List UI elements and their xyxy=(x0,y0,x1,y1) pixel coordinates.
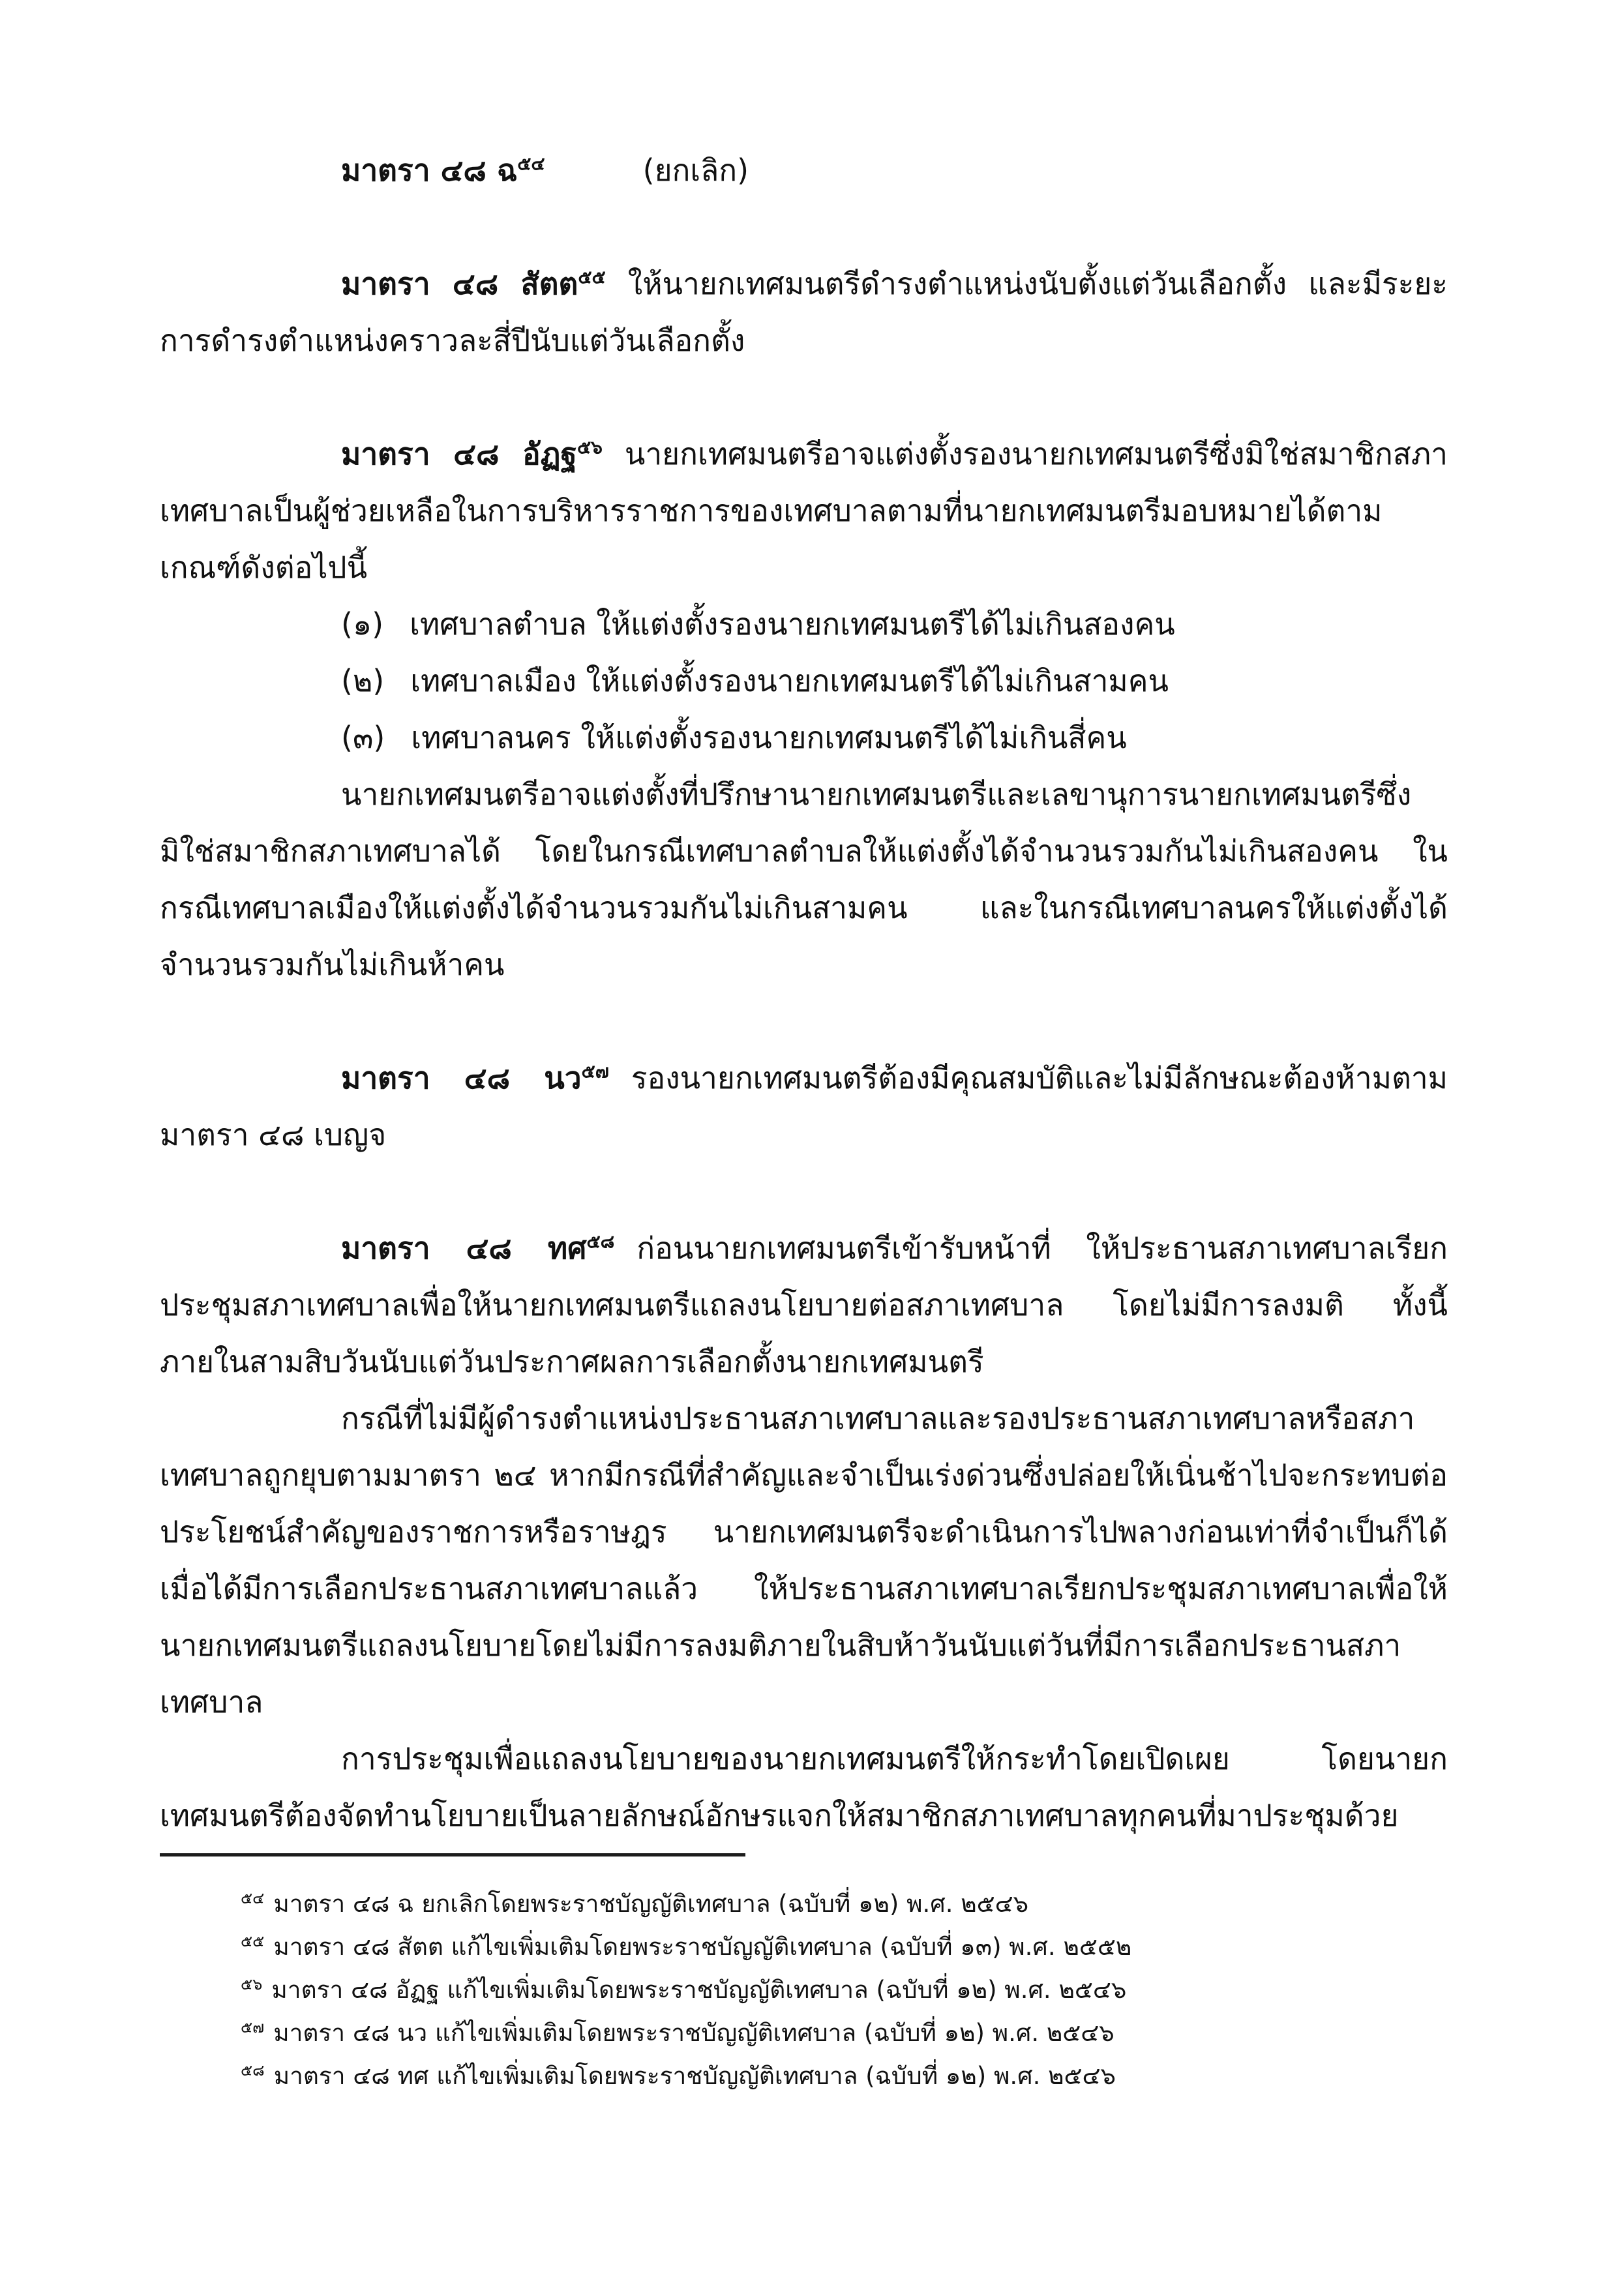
footnote-55 xyxy=(160,1926,1448,1969)
footnote-ref-58: ๕๘ xyxy=(586,1230,615,1253)
attha-item-1-text: เทศบาลตำบล ให้แต่งตั้งรองนายกเทศมนตรีได้ไม่เกินสองคน xyxy=(410,606,1175,642)
attha-item-2 xyxy=(160,653,1448,709)
footnote-58-text: มาตรา ๔๘ ทศ แก้ไขเพิ่มเติมโดยพระราชบัญญัติเทศบาล (ฉบับที่ ๑๒) พ.ศ. ๒๕๔๖ xyxy=(273,2062,1116,2090)
section-48-satta-body: ให้นายกเทศมนตรีดำรงตำแหน่งนับตั้งแต่วันเลือกตั้ง และมีระยะการดำรงตำแหน่งคราวละสี่ปีนับแต่วันเลือกตั้ง xyxy=(160,266,1448,358)
footnote-54-text: มาตรา ๔๘ ฉ ยกเลิกโดยพระราชบัญญัติเทศบาล (ฉบับที่ ๑๒) พ.ศ. ๒๕๔๖ xyxy=(273,1890,1029,1918)
footnote-55-text: มาตรา ๔๘ สัตต แก้ไขเพิ่มเติมโดยพระราชบัญญัติเทศบาล (ฉบับที่ ๑๓) พ.ศ. ๒๕๕๒ xyxy=(273,1933,1132,1961)
section-48-nava-heading: มาตรา ๔๘ นว xyxy=(341,1060,582,1096)
statute-body xyxy=(160,142,1448,1844)
attha-item-3-text: เทศบาลนคร ให้แต่งตั้งรองนายกเทศมนตรีได้ไม่เกินสี่คน xyxy=(411,720,1127,755)
footnote-55-marker: ๕๕ xyxy=(241,1931,265,1950)
section-48-satta-heading: มาตรา ๔๘ สัตต xyxy=(341,266,578,301)
section-48-cho-heading: มาตรา ๔๘ ฉ xyxy=(341,153,518,188)
thosa-paragraph-2: กรณีที่ไม่มีผู้ดำรงตำแหน่งประธานสภาเทศบาลและรองประธานสภาเทศบาลหรือสภาเทศบาลถูกยุบตามมาตรา ๒๔ หากมีกรณีที่สำคัญและจำเป็นเร่งด่วนซึ่งปล่อยให้เนิ่นช้าไปจะกระทบต่อประโยชน์สำคัญของราชการหรือราษฎร นายกเทศมนตรีจะดำเนินการไปพลางก่อนเท่าที่จำเป็นก็ได้ เมื่อได้มีการเลือกประธานสภาเทศบาลแล้ว ให้ประธานสภาเทศบาลเรียกประชุมสภาเทศบาลเพื่อให้นายกเทศมนตรีแถลงนโยบายโดยไม่มีการลงมติภายในสิบห้าวันนับแต่วันที่มีการเลือกประธานสภาเทศบาล xyxy=(160,1401,1448,1720)
section-48-attha xyxy=(160,426,1448,596)
footnote-block xyxy=(160,1853,1448,2098)
footnote-58-marker: ๕๘ xyxy=(241,2061,265,2080)
section-48-satta xyxy=(160,256,1448,369)
attha-item-3 xyxy=(160,709,1448,766)
thosa-paragraph-3: การประชุมเพื่อแถลงนโยบายของนายกเทศมนตรีให้กระทำโดยเปิดเผย โดยนายกเทศมนตรีต้องจัดทำนโยบายเป็นลายลักษณ์อักษรแจกให้สมาชิกสภาเทศบาลทุกคนที่มาประชุมด้วย xyxy=(160,1741,1448,1833)
attha-item-3-number: (๓) xyxy=(341,720,385,755)
section-48-thosa-heading: มาตรา ๔๘ ทศ xyxy=(341,1230,587,1266)
footnote-54-marker: ๕๔ xyxy=(241,1888,265,1907)
footnote-57 xyxy=(160,2012,1448,2055)
footnote-57-marker: ๕๗ xyxy=(241,2018,265,2036)
section-48-thosa-para1: ก่อนนายกเทศมนตรีเข้ารับหน้าที่ ให้ประธานสภาเทศบาลเรียกประชุมสภาเทศบาลเพื่อให้นายกเทศมนตรีแถลงนโยบายต่อสภาเทศบาล โดยไม่มีการลงมติ ทั้งนี้ ภายในสามสิบวันนับแต่วันประกาศผลการเลือกตั้งนายกเทศมนตรี xyxy=(160,1230,1448,1379)
section-48-nava-body: รองนายกเทศมนตรีต้องมีคุณสมบัติและไม่มีลักษณะต้องห้ามตามมาตรา ๔๘ เบญจ xyxy=(160,1060,1448,1152)
footnote-57-text: มาตรา ๔๘ นว แก้ไขเพิ่มเติมโดยพระราชบัญญัติเทศบาล (ฉบับที่ ๑๒) พ.ศ. ๒๕๔๖ xyxy=(273,2019,1115,2047)
footnote-56-marker: ๕๖ xyxy=(241,1975,263,1993)
footnote-58 xyxy=(160,2055,1448,2098)
attha-item-1-number: (๑) xyxy=(341,606,384,642)
footnote-ref-57: ๕๗ xyxy=(581,1060,609,1082)
footnote-ref-55: ๕๕ xyxy=(578,266,606,288)
footnote-ref-56: ๕๖ xyxy=(576,436,603,458)
footnote-56-text: มาตรา ๔๘ อัฏฐ แก้ไขเพิ่มเติมโดยพระราชบัญญัติเทศบาล (ฉบับที่ ๑๒) พ.ศ. ๒๕๔๖ xyxy=(271,1976,1127,2004)
footnote-54 xyxy=(160,1883,1448,1926)
attha-item-2-number: (๒) xyxy=(341,663,385,698)
attha-paragraph-2: นายกเทศมนตรีอาจแต่งตั้งที่ปรึกษานายกเทศมนตรีและเลขานุการนายกเทศมนตรีซึ่งมิใช่สมาชิกสภาเทศบาลได้ โดยในกรณีเทศบาลตำบลให้แต่งตั้งได้จำนวนรวมกันไม่เกินสองคน ในกรณีเทศบาลเมืองให้แต่งตั้งได้จำนวนรวมกันไม่เกินสามคน และในกรณีเทศบาลนครให้แต่งตั้งได้จำนวนรวมกันไม่เกินห้าคน xyxy=(160,777,1448,982)
section-48-attha-body: นายกเทศมนตรีอาจแต่งตั้งรองนายกเทศมนตรีซึ่งมิใช่สมาชิกสภาเทศบาลเป็นผู้ช่วยเหลือในการบริหารราชการของเทศบาลตามที่นายกเทศมนตรีมอบหมายได้ตามเกณฑ์ดังต่อไปนี้ xyxy=(160,436,1448,585)
section-48-cho-status: (ยกเลิก) xyxy=(642,153,749,188)
section-48-cho xyxy=(160,142,1448,199)
footnote-ref-54: ๕๔ xyxy=(517,153,545,175)
section-48-thosa xyxy=(160,1220,1448,1390)
footnote-divider xyxy=(160,1853,745,1856)
section-48-attha-heading: มาตรา ๔๘ อัฏฐ xyxy=(341,436,577,471)
footnote-56 xyxy=(160,1969,1448,2012)
attha-item-2-text: เทศบาลเมือง ให้แต่งตั้งรองนายกเทศมนตรีได้ไม่เกินสามคน xyxy=(410,663,1169,698)
section-48-nava xyxy=(160,1050,1448,1163)
attha-item-1 xyxy=(160,596,1448,653)
